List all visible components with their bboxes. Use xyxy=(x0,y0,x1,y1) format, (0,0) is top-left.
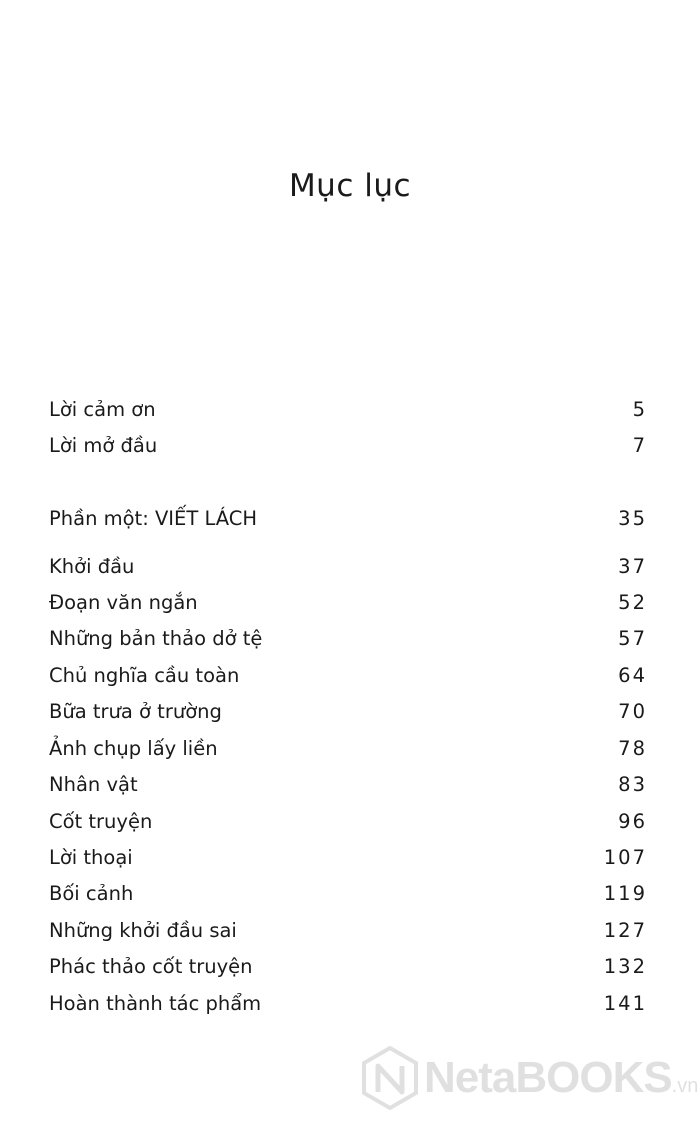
watermark-suffix: .vn xyxy=(671,1075,699,1097)
toc-entry-label: Khởi đầu xyxy=(49,555,135,578)
toc-entry-label: Cốt truyện xyxy=(49,810,153,833)
toc-entry xyxy=(49,916,647,946)
toc-entry-label: Đoạn văn ngắn xyxy=(49,591,198,614)
toc-entry-label: Lời cảm ơn xyxy=(49,398,156,421)
page-title: Mục lục xyxy=(288,168,412,204)
toc-section-heading xyxy=(49,504,647,534)
toc-entry xyxy=(49,989,647,1019)
watermark-brand: NetaBOOKS xyxy=(424,1053,672,1102)
toc-entry xyxy=(49,807,647,837)
toc-entry-page: 83 xyxy=(618,773,647,796)
toc-entry-label: Lời mở đầu xyxy=(49,434,158,457)
toc-entry-page: 96 xyxy=(618,810,647,833)
netabooks-watermark xyxy=(362,1044,698,1112)
toc-entry-page: 7 xyxy=(632,434,647,457)
toc-entry xyxy=(49,843,647,873)
toc-entry-page: 35 xyxy=(618,507,647,530)
toc-entry-page: 70 xyxy=(618,700,647,723)
toc-entry xyxy=(49,395,647,425)
toc-entry-page: 37 xyxy=(618,555,647,578)
toc-entry xyxy=(49,431,647,461)
toc-entry-page: 141 xyxy=(603,992,647,1015)
netabooks-logo-icon xyxy=(362,1046,418,1110)
toc-entry-label: Chủ nghĩa cầu toàn xyxy=(49,664,240,687)
toc-entry-page: 64 xyxy=(618,664,647,687)
toc-entry xyxy=(49,879,647,909)
toc-entry-label: Những bản thảo dở tệ xyxy=(49,627,263,650)
toc-entry xyxy=(49,552,647,582)
toc-entry-page: 132 xyxy=(603,955,647,978)
toc-entry-page: 107 xyxy=(603,846,647,869)
toc-entry-page: 52 xyxy=(618,591,647,614)
toc-entry xyxy=(49,770,647,800)
toc-entry-page: 57 xyxy=(618,627,647,650)
toc-entry-label: Nhân vật xyxy=(49,773,138,796)
toc-entry-label: Ảnh chụp lấy liền xyxy=(49,737,218,760)
toc-entry xyxy=(49,952,647,982)
toc-entry xyxy=(49,661,647,691)
toc-entry-label: Lời thoại xyxy=(49,846,133,869)
toc-entry-label: Bữa trưa ở trường xyxy=(49,700,222,723)
toc-entry-label: Hoàn thành tác phẩm xyxy=(49,992,262,1015)
toc-entry-page: 78 xyxy=(618,737,647,760)
toc-entry xyxy=(49,588,647,618)
toc-entry xyxy=(49,624,647,654)
toc-entry-label: Phác thảo cốt truyện xyxy=(49,955,253,978)
toc-entry-label: Những khởi đầu sai xyxy=(49,919,237,942)
toc-entry xyxy=(49,697,647,727)
toc-entry-label: Bối cảnh xyxy=(49,882,134,905)
toc-entry-page: 119 xyxy=(603,882,647,905)
toc-entry xyxy=(49,734,647,764)
toc-entry-label: Phần một: VIẾT LÁCH xyxy=(49,507,258,530)
toc-entry-page: 5 xyxy=(632,398,647,421)
toc-entry-page: 127 xyxy=(603,919,647,942)
